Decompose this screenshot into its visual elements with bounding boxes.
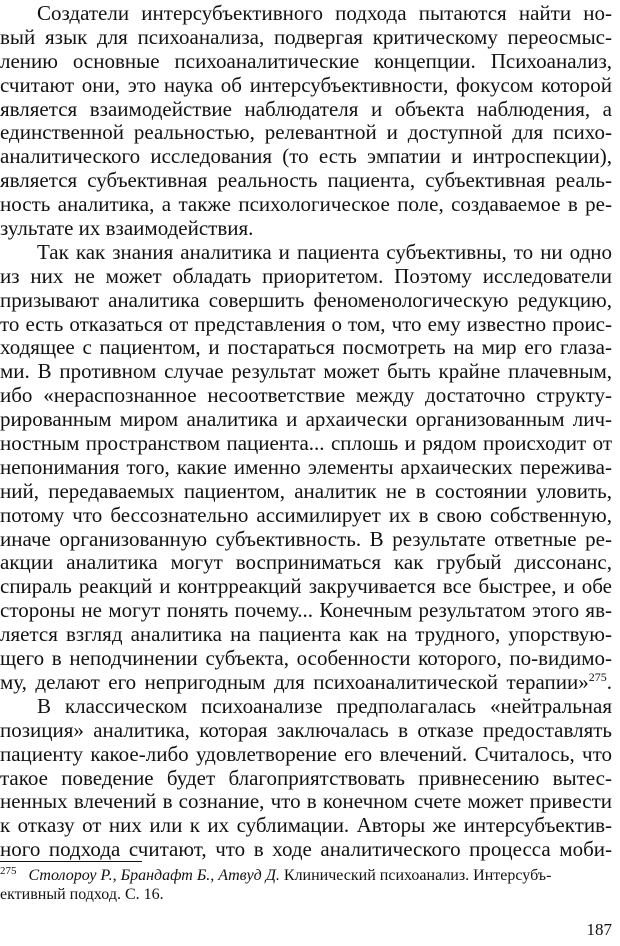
- text-line-content: В классическом психоанализе предполагалась «нейтральная: [37, 693, 612, 718]
- text-line-content: к отказу от них или к их сублимации. Авторы же интерсубъектив-: [0, 813, 612, 838]
- text-line: [0, 838, 612, 862]
- text-line: [0, 74, 612, 98]
- text-line-content: иначе организованную субъективность. В результате ответные ре-: [0, 526, 612, 551]
- footnote-text: ективный подход. С. 16.: [0, 886, 164, 903]
- text-line-content: аналитического исследования (то есть эмпатии и интроспекции),: [0, 144, 612, 169]
- text-line-content: му, делают его непригодным для психоаналитической терапии»: [0, 669, 589, 694]
- text-line: [0, 767, 612, 791]
- text-line-content: Создатели интерсубъективного подхода пытаются найти но-: [37, 1, 612, 25]
- text-line-content: ного подхода считают, что в ходе аналитического процесса моби-: [0, 837, 612, 862]
- text-line: [0, 647, 612, 671]
- text-line-content: ходящее с пациентом, и постараться посмотреть на мир его глаза-: [0, 335, 612, 360]
- text-line: [0, 408, 612, 432]
- footnote-line: [0, 885, 612, 904]
- text-line: [0, 528, 612, 552]
- text-line: [0, 241, 612, 265]
- text-line-content: ностным пространством пациента... сплошь и рядом происходит от: [0, 431, 612, 456]
- text-line-content: ляется взгляд аналитика на пациента как на трудного, упорствую-: [0, 622, 612, 647]
- text-line-content: ми. В противном случае результат может быть крайне плачевным,: [0, 359, 612, 384]
- text-line: [0, 480, 612, 504]
- text-line: [0, 695, 612, 719]
- text-line: [0, 313, 612, 337]
- text-line-content: считают они, это наука об интерсубъективности, фокусом которой: [0, 72, 612, 97]
- footnote-number: 275: [0, 865, 17, 877]
- text-line: [0, 719, 612, 743]
- text-line-content: вый язык для психоанализа, подвергая критическому переосмыс-: [0, 24, 612, 49]
- text-line: [0, 432, 612, 456]
- text-line-content: является взаимодействие наблюдателя и объекта наблюдения, а: [0, 96, 612, 121]
- text-line: [0, 217, 612, 241]
- text-line: [0, 121, 612, 145]
- text-line-content: единственной реальностью, релевантной и доступной для психо-: [0, 120, 612, 145]
- text-line: [0, 504, 612, 528]
- text-line-content: позиция» аналитика, которая заключалась в отказе предоставлять: [0, 717, 612, 742]
- text-line: [0, 336, 612, 360]
- text-line: [0, 456, 612, 480]
- footnote-authors: Столороу Р., Брандафт Б., Атвуд Д.: [28, 867, 280, 884]
- text-line: [0, 551, 612, 575]
- text-line-content: ненных влечений в сознание, что в конечном счете может привести: [0, 789, 612, 814]
- text-line-content: потому что бессознательно ассимилирует их в свою собственную,: [0, 502, 612, 527]
- footnote-text: Клинический психоанализ. Интерсубъ-: [279, 867, 552, 884]
- text-line-content: щего в неподчинении субъекта, особенности которого, по-видимо-: [0, 646, 612, 671]
- text-line: [0, 814, 612, 838]
- text-line: [0, 26, 612, 50]
- footnote-line: [0, 866, 612, 885]
- text-line: [0, 145, 612, 169]
- text-line-content: рированным миром аналитика и архаически организованным лич-: [0, 407, 612, 432]
- text-line: [0, 575, 612, 599]
- text-line-content: пациенту какое-либо удовлетворение его влечений. Считалось, что: [0, 741, 612, 766]
- text-line-content: непонимания того, какие именно элементы архаических пережива-: [0, 454, 612, 479]
- text-line: [0, 790, 612, 814]
- text-line-content: то есть отказаться от представления о том, что ему известно проис-: [0, 311, 612, 336]
- page-number: 187: [586, 920, 612, 939]
- text-line-tail: .: [606, 669, 612, 694]
- text-line-content: акции аналитика могут восприниматься как грубый диссонанс,: [0, 550, 612, 575]
- text-line: [0, 2, 612, 26]
- text-line-content: ибо «нераспознанное несоответствие между достаточно структу-: [0, 383, 612, 408]
- text-line-content: ний, передаваемых пациентом, аналитик не в состоянии уловить,: [0, 478, 612, 503]
- text-line: [0, 169, 612, 193]
- text-line-content: спираль реакций и контрреакций закручивается все быстрее, и обе: [0, 574, 612, 599]
- text-line-content: стороны не могут понять почему... Конечным результатом этого яв-: [0, 598, 612, 623]
- text-line: [0, 360, 612, 384]
- footnote-reference: 275: [588, 669, 607, 684]
- text-line: [0, 98, 612, 122]
- text-line-content: призывают аналитика совершить феноменологическую редукцию,: [0, 287, 612, 312]
- text-line-content: лению основные психоаналитические концепции. Психоанализ,: [0, 48, 612, 73]
- text-line: [0, 743, 612, 767]
- text-line: [0, 265, 612, 289]
- footnote-separator: [0, 861, 142, 862]
- text-line-content: такое поведение будет благоприятствовать привнесению вытес-: [0, 765, 612, 790]
- main-text: [0, 2, 612, 862]
- text-line-content: является субъективная реальность пациента, субъективная реаль-: [0, 168, 612, 193]
- text-line: [0, 671, 612, 695]
- text-line-content: зультате их взаимодействия.: [0, 216, 254, 241]
- text-line: [0, 50, 612, 74]
- text-line-content: из них не может обладать приоритетом. Поэтому исследователи: [0, 263, 612, 288]
- text-line: [0, 384, 612, 408]
- text-line: [0, 623, 612, 647]
- text-line: [0, 599, 612, 623]
- text-line-content: ность аналитика, а также психологическое поле, создаваемое в ре-: [0, 192, 612, 217]
- text-line: [0, 289, 612, 313]
- text-line-content: Так как знания аналитика и пациента субъективны, то ни одно: [37, 239, 612, 264]
- text-line: [0, 193, 612, 217]
- footnote: [0, 866, 612, 904]
